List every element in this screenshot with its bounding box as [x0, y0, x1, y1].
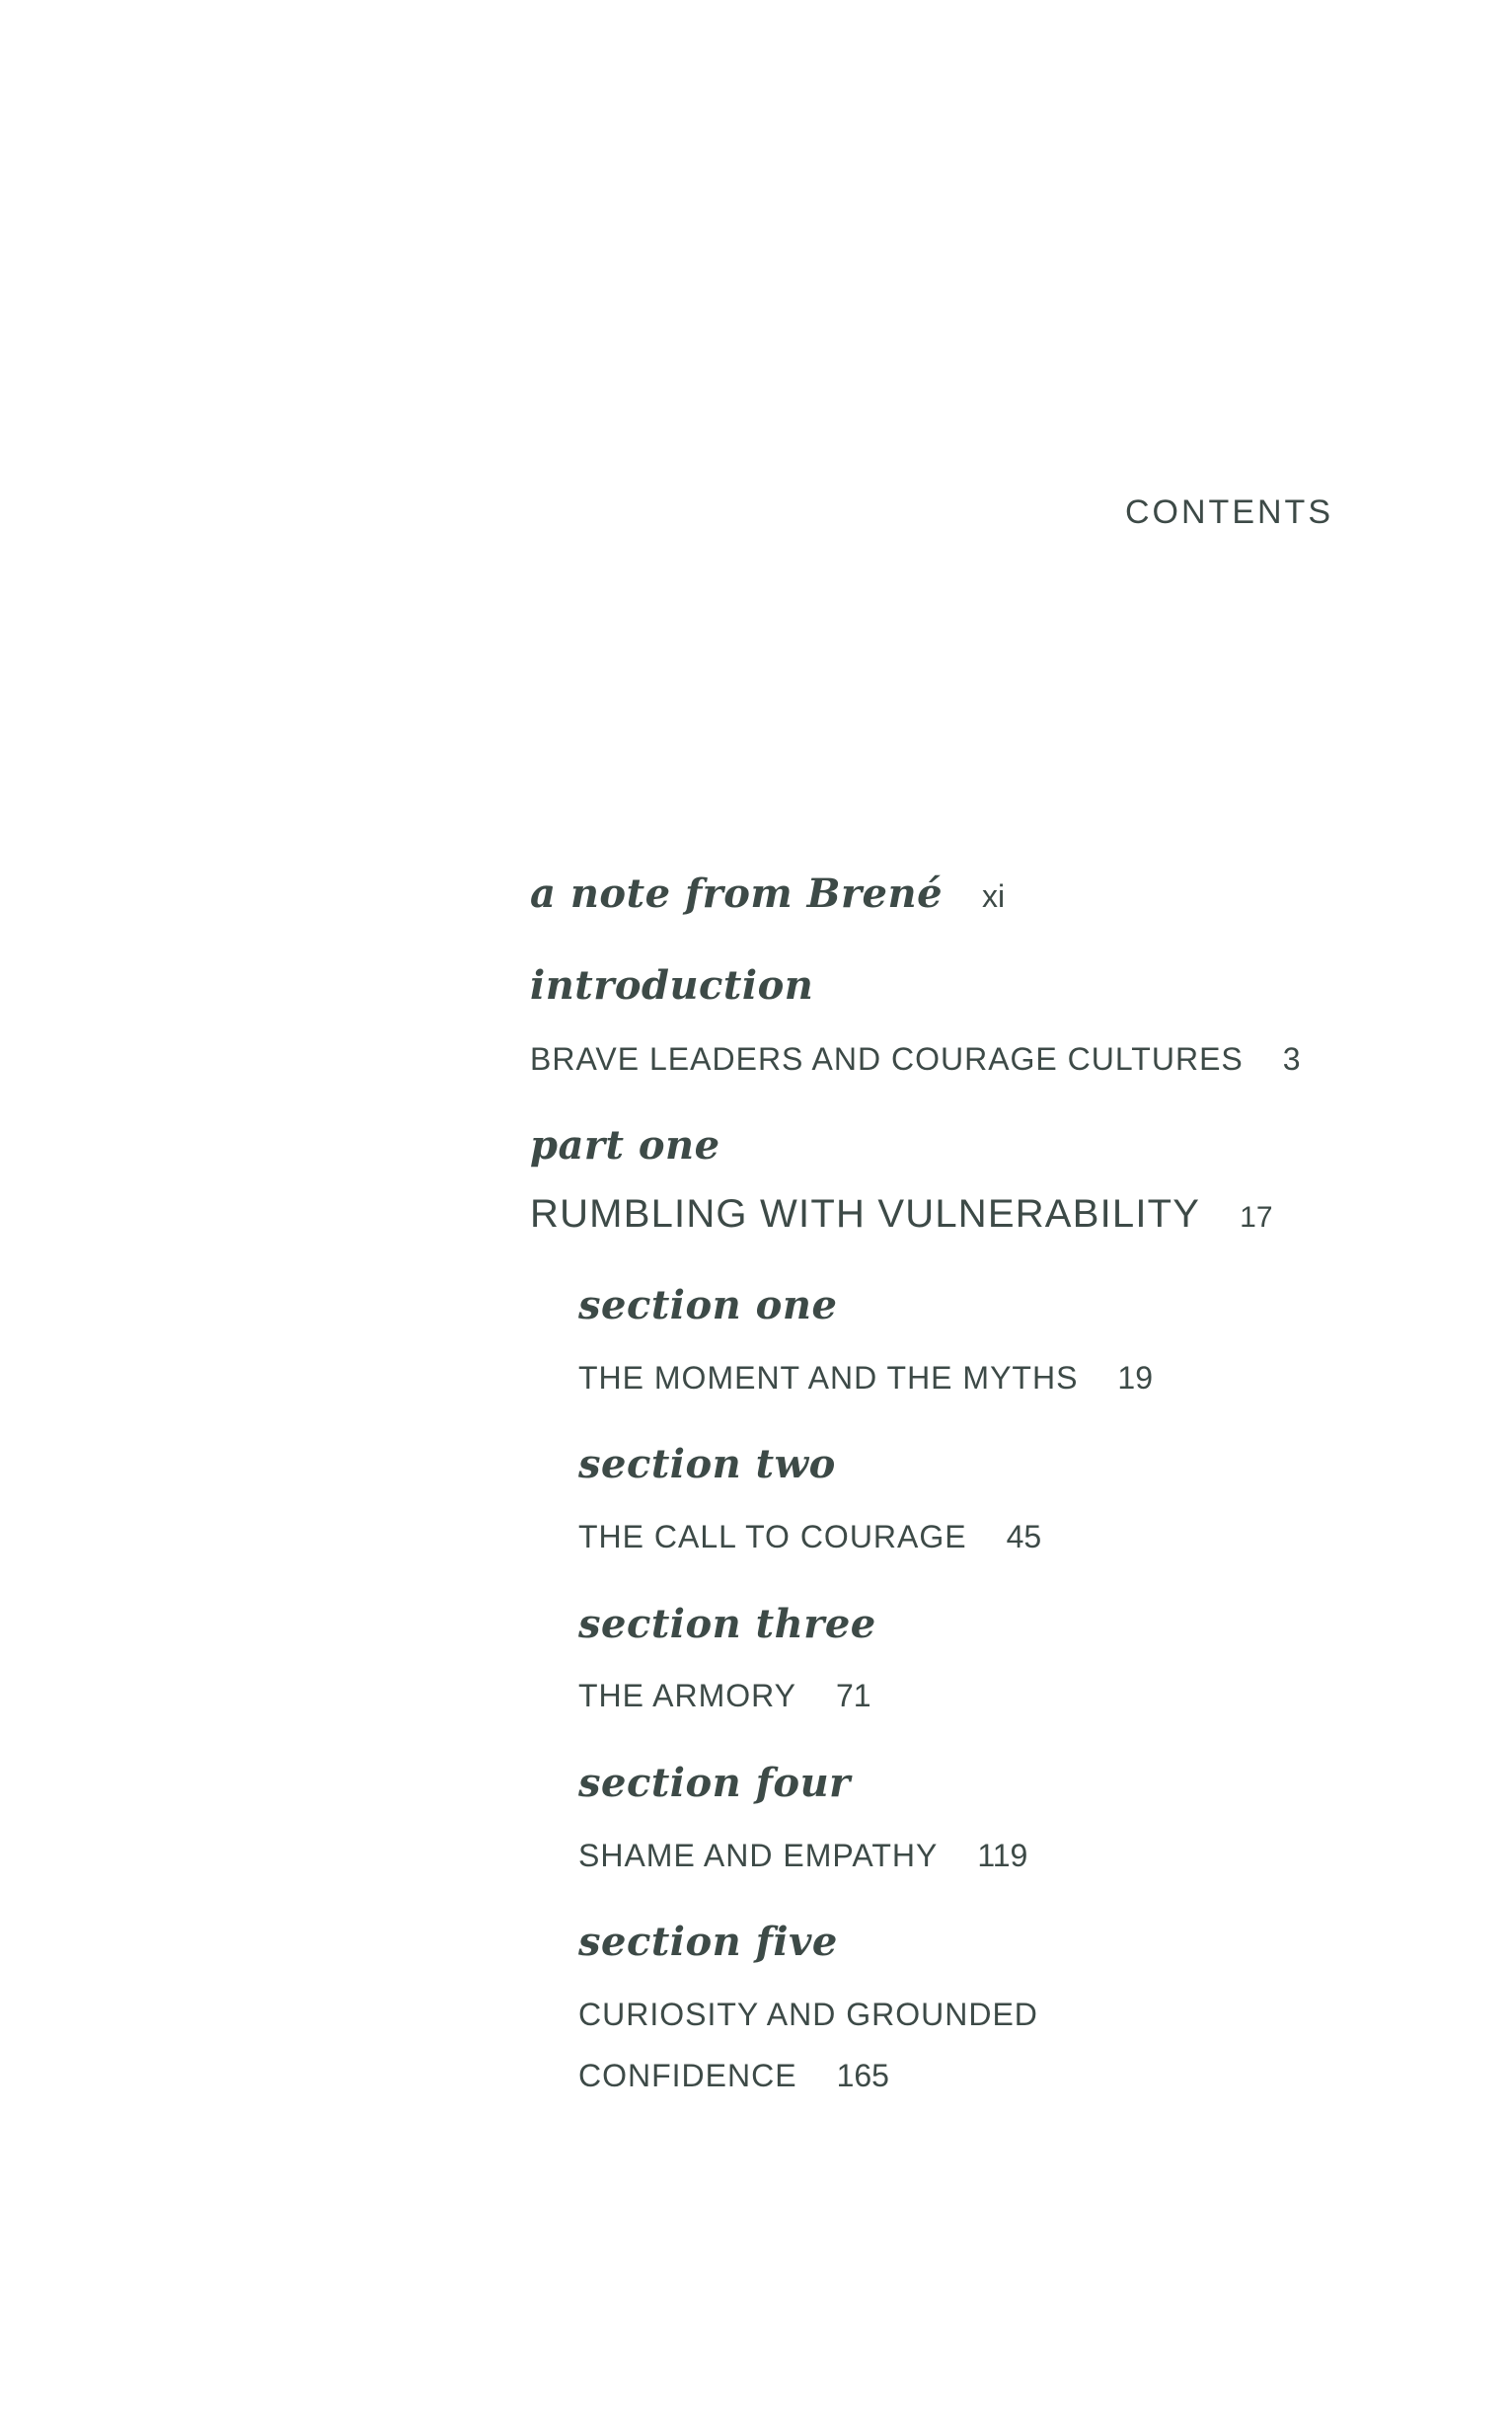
part-one-label: part one	[530, 1122, 720, 1169]
toc-entry-section-one[interactable]	[578, 1360, 1153, 1397]
toc-entry-section-two[interactable]	[578, 1519, 1041, 1555]
toc-entry-note[interactable]	[530, 870, 1005, 917]
section-five-label: section five	[578, 1919, 838, 1965]
note-title: a note from Brené	[530, 870, 944, 917]
part-one-title: RUMBLING WITH VULNERABILITY	[530, 1192, 1201, 1236]
introduction-page-number: 3	[1282, 1041, 1301, 1077]
section-three-label: section three	[578, 1601, 876, 1647]
toc-entry-introduction[interactable]	[530, 1041, 1301, 1078]
note-page-number: xi	[982, 878, 1006, 914]
introduction-label: introduction	[530, 962, 814, 1009]
toc-entry-section-four[interactable]	[578, 1838, 1027, 1874]
section-four-page-number: 119	[977, 1838, 1028, 1873]
section-two-title: THE CALL TO COURAGE	[578, 1519, 967, 1554]
section-five-title-line2: CONFIDENCE	[578, 2058, 797, 2093]
section-four-label: section four	[578, 1760, 851, 1806]
section-five-title-line1: CURIOSITY AND GROUNDED	[578, 1997, 1038, 2032]
section-one-page-number: 19	[1117, 1360, 1153, 1396]
section-two-label: section two	[578, 1441, 836, 1487]
section-three-page-number: 71	[836, 1678, 871, 1713]
toc-entry-section-three[interactable]	[578, 1678, 871, 1714]
toc-entry-section-five-line2[interactable]	[578, 2058, 889, 2094]
part-one-page-number: 17	[1240, 1201, 1273, 1234]
toc-entry-part-one[interactable]	[530, 1192, 1273, 1237]
section-five-page-number: 165	[836, 2058, 889, 2093]
section-three-title: THE ARMORY	[578, 1678, 796, 1713]
contents-heading: CONTENTS	[1125, 493, 1333, 531]
introduction-title: BRAVE LEADERS AND COURAGE CULTURES	[530, 1041, 1244, 1077]
toc-entry-section-five-line1[interactable]	[578, 1997, 1038, 2033]
section-one-label: section one	[578, 1282, 838, 1328]
section-one-title: THE MOMENT AND THE MYTHS	[578, 1360, 1079, 1396]
section-four-title: SHAME AND EMPATHY	[578, 1838, 939, 1873]
section-two-page-number: 45	[1006, 1519, 1042, 1554]
